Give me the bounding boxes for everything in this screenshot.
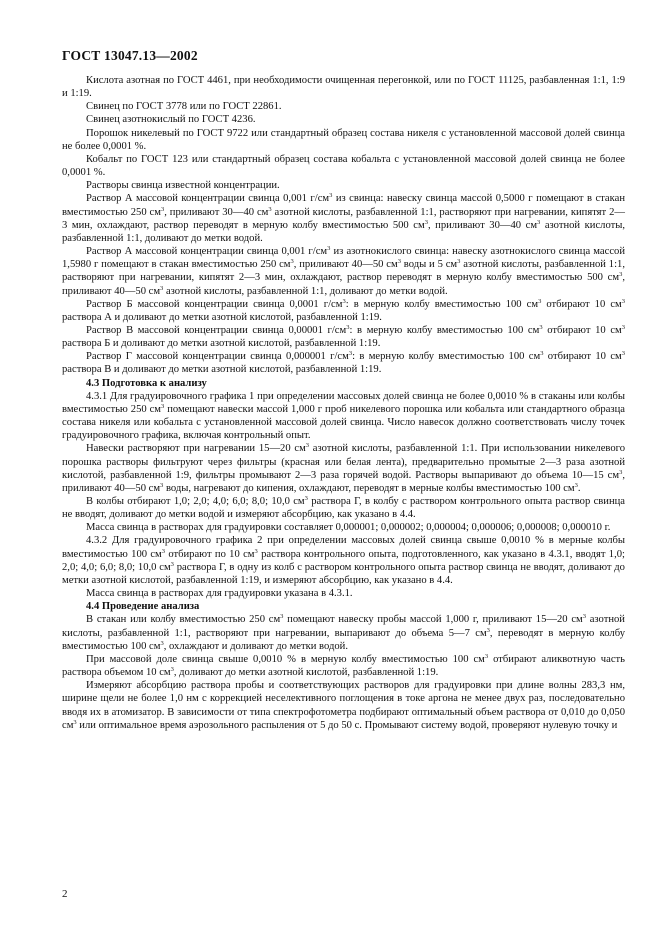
paragraph: 4.3.1 Для градуировочного графика 1 при определении массовых долей свинца не более 0,0010 % в стаканы или колбы вместимостью 250 $см^3$ помещают навески массой 1,000 г проб никелевого порошка или кобальта или стандартного образца состава никеля или кобальта с установленной массовой долей свинца. Число навесок должно соответствовать числу точек градуировочного графика, включая контрольный опыт.	[62, 390, 625, 442]
page-header-title: ГОСТ 13047.13—2002	[62, 48, 198, 63]
paragraph: В стакан или колбу вместимостью 250 $см^3$ помещают навеску пробы массой 1,000 г, приливают 15—20 $см^3$ азотной кислоты, разбавленной 1:1, растворяют при нагревании, выпаривают до объема 5—7 $см^3$, переводят в мерную колбу вместимостью 100 $см^3$, охлаждают и доливают до метки водой.	[62, 613, 625, 652]
paragraph: Кислота азотная по ГОСТ 4461, при необходимости очищенная перегонкой, или по ГОСТ 11125, разбавленная 1:1, 1:9 и 1:19.	[62, 75, 625, 100]
page-number: 2	[62, 888, 68, 900]
paragraph: Масса свинца в растворах для градуировки указана в 4.3.1.	[86, 588, 353, 600]
paragraph: Кобальт по ГОСТ 123 или стандартный образец состава кобальта с установленной массовой долей свинца не более 0,0001 %.	[62, 153, 625, 179]
paragraph: Свинец азотнокислый по ГОСТ 4236.	[86, 114, 256, 126]
paragraph: Раствор В массовой концентрации свинца 0,00001 $г/см^3$: в мерную колбу вместимостью 100 $см^3$ отбирают 10 $см^3$ раствора Б и доливают до метки азотной кислотой, разбавленной 1:19.	[62, 323, 625, 350]
paragraph: Измеряют абсорбцию раствора пробы и соответствующих растворов для градуировки при длине волны 283,3 нм, ширине щели не более 1,0 нм с коррекцией неселективного поглощения в токе аргона не менее двух раз, последовательно вводя их в атомизатор. В зависимости от типа спектрофотометра подбирают оптимальный объем раствора от 0,010 до 0,050 $см^3$ или оптимальное время аэрозольного распыления от 5 до 50 с. Промывают систему водой, проверяют нулевую точку и	[62, 680, 625, 731]
paragraph: Раствор А массовой концентрации свинца 0,001 $г/см^3$ из свинца: навеску свинца массой 0,5000 г помещают в стакан вместимостью 250 $см^3$, приливают 30—40 $см^3$ азотной кислоты, разбавленной 1:1, растворяют при нагревании, кипятят 2—3 мин, охлаждают, раствор переводят в мерную колбу вместимостью 500 $см^3$, приливают 30—40 $см^3$ азотной кислоты, разбавленной 1:1, доливают до метки водой.	[62, 192, 626, 244]
paragraph: 4.3.2 Для градуировочного графика 2 при определении массовых долей свинца свыше 0,0010 % в мерные колбы вместимостью 100 $см^3$ отбирают по 10 $см^3$ раствора контрольного опыта, подготовленного, как указано в 4.3.1, вводят 1,0; 2,0; 4,0; 6,0; 8,0; 10,0 $см^3$ раствора Г, в одну из колб с раствором контрольного опыта раствор свинца не вводят, доливают до метки азотной кислотой, разбавленной 1:19, и измеряют абсорбцию, как указано в 4.4.	[62, 535, 625, 586]
paragraph: Растворы свинца известной концентрации.	[86, 180, 280, 192]
section-heading: 4.4 Проведение анализа	[86, 601, 200, 613]
paragraph: Масса свинца в растворах для градуировки составляет 0,000001; 0,000002; 0,000004; 0,000006; 0,000008; 0,000010 г.	[86, 522, 611, 534]
paragraph: Навески растворяют при нагревании 15—20 $см^3$ азотной кислоты, разбавленной 1:1. При использовании никелевого порошка растворы фильтруют через фильтры (красная или белая лента), предварительно промытые 2—3 раза азотной кислотой, разбавленной 1:9, фильтры промывают 2—3 раза горячей водой. Растворы выпаривают до объема 10—15 $см^3$, приливают 40—50 $см^3$ воды, нагревают до кипения, охлаждают, переводят в мерные колбы вместимостью 100 $см^3$.	[62, 442, 625, 494]
paragraph: Раствор Б массовой концентрации свинца 0,0001 $г/см^3$: в мерную колбу вместимостью 100 $см^3$ отбирают 10 $см^3$ раствора А и доливают до метки азотной кислотой, разбавленной 1:19.	[62, 297, 625, 323]
document-body	[62, 74, 625, 732]
paragraph: Свинец по ГОСТ 3778 или по ГОСТ 22861.	[86, 101, 282, 113]
paragraph: Раствор Г массовой концентрации свинца 0,000001 $г/см^3$: в мерную колбу вместимостью 100 $см^3$ отбирают 10 $см^3$ раствора В и доливают до метки азотной кислотой, разбавленной 1:19.	[62, 350, 625, 376]
paragraph: Раствор А массовой концентрации свинца 0,001 $г/см^3$ из азотнокислого свинца: навеску азотнокислого свинца массой 1,5980 г помещают в стакан вместимостью 250 $см^3$, приливают 40—50 $см^3$ воды и 5 $см^3$ азотной кислоты, разбавленной 1:1, растворяют при нагревании, кипятят 2—3 мин, охлаждают, раствор переводят в мерную колбу вместимостью 500 $см^3$, приливают 40—50 $см^3$ азотной кислоты, разбавленной 1:1, доливают до метки водой.	[62, 245, 625, 297]
paragraph: При массовой доле свинца свыше 0,0010 % в мерную колбу вместимостью 100 $см^3$ отбирают аликвотную часть раствора объемом 10 $см^3$, доливают до метки азотной кислотой, разбавленной 1:19.	[62, 652, 626, 679]
section-heading: 4.3 Подготовка к анализу	[86, 377, 207, 389]
paragraph: Порошок никелевый по ГОСТ 9722 или стандартный образец состава никеля с установленной массовой долей свинца не более 0,0001 %.	[62, 127, 625, 152]
paragraph: В колбы отбирают 1,0; 2,0; 4,0; 6,0; 8,0; 10,0 $см^3$ раствора Г, в колбу с раствором контрольного опыта раствор свинца не вводят, доливают до метки водой и измеряют абсорбцию, как указано в 4.4.	[62, 495, 625, 521]
